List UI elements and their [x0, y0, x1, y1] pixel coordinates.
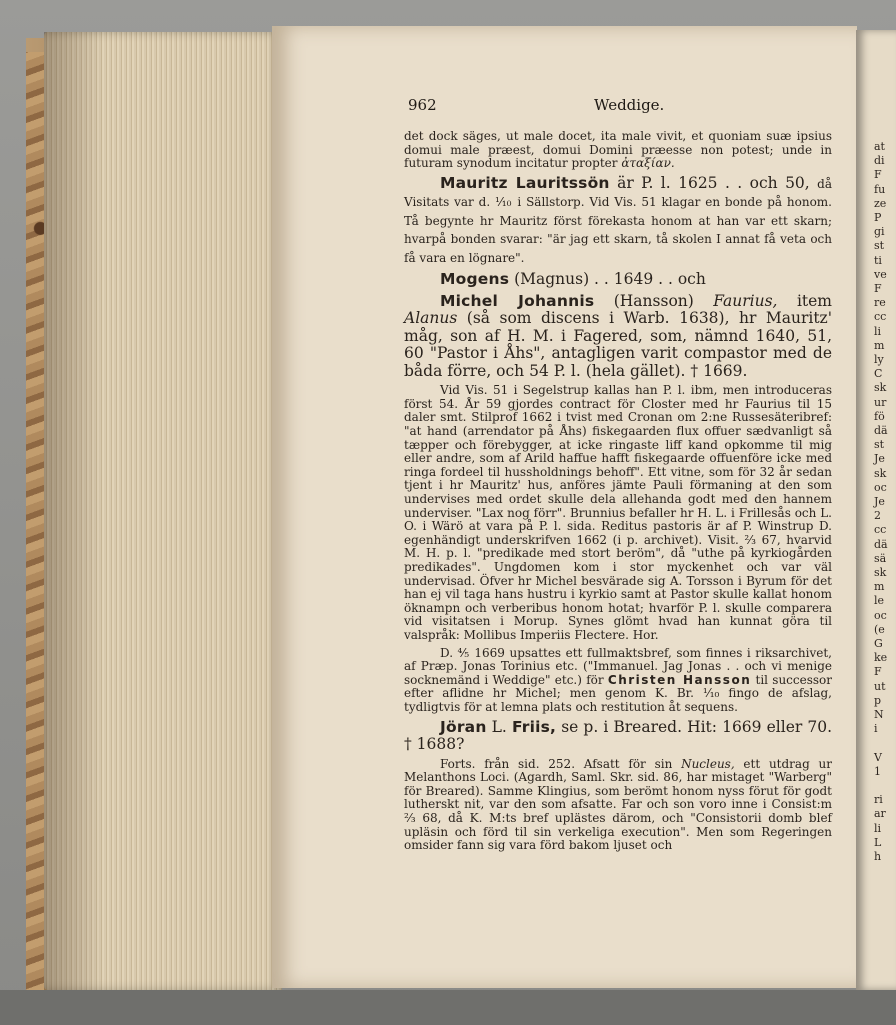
facing-page-line: oc	[874, 608, 887, 622]
facing-page-line: 1	[874, 764, 881, 778]
page-header	[408, 96, 828, 116]
facing-page-line: V	[874, 750, 882, 764]
paragraph-text: Faurius,	[713, 291, 778, 310]
facing-page-fragment	[856, 30, 896, 990]
paragraph-text: D. ⅘ 1669 upsattes ett fullmaktsbref, som finnes i riksarchivet, af Præp. Jonas Torinius etc. ("Immanuel. Jag Jonas . . och vi menige socknemänd i Weddige" etc.) för	[404, 645, 832, 687]
facing-page-line: le	[874, 594, 885, 608]
paragraph-text: Vid Vis. 51 i Segelstrup kallas han P. l. ibm, men introduceras först 54. År 59 gjordes contract för Closter med hr Faurius til 15 daler smt. Stilprof 1662 i tvist med Cronan om 2:ne Russesäteribref: "at hand (arrendator på Åhs) fiskegaarden flux offuer sædvanligt så tæpper och förebygger, at icke ringaste liff kand opkomme til mig eller andre, som af Arild haffue hafft fiskegaarde offuenföre icke med ringa fordeel til hussholdnings behoff". Ett vitne, som för 32 år sedan tjent i hr Mauritz' hus, anföres jämte Pauli förmaning at den som undervises med ordet skulle dela allehanda godt med den hannem underviser. "Lax nog förr". Brunnius befaller hr H. L. i Frillesås och L. O. i Wärö at vara på P. l. sida. Reditus pastoris är af P. Winstrup D. egenhändigt underskrifven 1662 (i p. archivet). Visit. ⅔ 67, hvarvid M. H. p. l. "predikade med stort beröm", då "uthe på kyrkiogården predikades". Ungdomen kom i stor myckenhet och var väl undervisad. Öfver hr Michel besvärade sig A. Torsson i Byrum för det han ej vil taga hans hustru i kyrkio samt at Pastor skulle kallat honom öknampn och verberibus honom hotat; hvarför P. l. skulle comparera vid visitatsen i Morup. Synes glömt hvad han kunnat göra til valspråk: Mollibus Imperiis Flectere. Hor.	[404, 383, 832, 642]
paragraph-text: til successor efter aflidne hr Michel; men genom K. Br. ⅟₁₀ fingo de afslag, tydligtvis för at lemna plats och restitution åt sequens.	[404, 672, 832, 714]
paragraph	[404, 175, 832, 268]
entry-name: Mauritz Lauritssön	[440, 173, 610, 192]
facing-page-line: oc	[874, 480, 887, 494]
facing-page-line: P	[874, 211, 882, 224]
facing-page-line: p	[874, 693, 882, 707]
facing-page-line: ar	[874, 807, 886, 821]
paragraph	[404, 647, 832, 715]
facing-page-line: di	[874, 154, 885, 168]
running-head: Weddige.	[594, 96, 665, 114]
facing-page-line: ur	[874, 395, 887, 409]
facing-page-line: st	[874, 239, 885, 253]
facing-page-line: re	[874, 296, 886, 310]
paragraph	[404, 293, 832, 381]
facing-page-line: at	[874, 140, 885, 153]
facing-page-line: G	[874, 637, 883, 650]
paragraph-text: Alanus	[404, 309, 458, 328]
page-number: 962	[408, 96, 437, 114]
facing-page-line: ke	[874, 651, 888, 665]
facing-page-line: Je	[874, 495, 885, 508]
facing-page-line: 2	[874, 509, 881, 523]
facing-page-line: fu	[874, 182, 886, 196]
paragraph	[404, 271, 832, 289]
facing-page-line: li	[874, 324, 882, 338]
facing-page-line: gi	[874, 225, 885, 239]
facing-page-line: sä	[874, 551, 887, 565]
entry-name: Friis,	[511, 717, 557, 736]
facing-page-line: sk	[874, 566, 887, 579]
paragraph-text: (Hansson)	[594, 291, 714, 310]
facing-page-line: m	[874, 338, 885, 352]
facing-page-line: cc	[874, 523, 887, 537]
paragraph-text: Nucleus,	[681, 756, 735, 771]
facing-page-line: Je	[874, 452, 885, 466]
facing-page-line: h	[874, 850, 882, 863]
paragraph-text: ἀταξίαν.	[621, 156, 675, 171]
paragraph-text: ett utdrag ur Melanthons Loci. (Agardh, Saml. Skr. sid. 86, har mistaget "Warberg" för Breared). Samme Klingius, som berömt honom nyss förut för godt lutherskt nit, var den som afsatte. Far och son voro inne i Consist:m ⅔ 68, då K. M:ts bref uplästes därom, och "Consistorii domb blef upläsin och förd til sin verkeliga execution". Men som Regeringen omsider fann sig vara förd bakom ljuset och	[404, 756, 832, 853]
facing-page-line: F	[874, 282, 882, 295]
paragraph-text: Forts. från sid. 252. Afsatt för sin	[440, 756, 682, 771]
paragraph-text: det dock säges, ut male docet, ita male vivit, et quoniam suæ ipsius domui male præest, domui Domini præesse non potest; unde in futuram synodum incitatur propter	[404, 129, 832, 171]
paragraph	[404, 130, 832, 171]
facing-page-line: (e	[874, 622, 885, 636]
facing-page-line: st	[874, 438, 885, 452]
facing-page-line: dä	[874, 424, 888, 437]
facing-page-line: m	[874, 580, 885, 594]
paragraph	[404, 384, 832, 642]
facing-page-line: ze	[874, 196, 887, 210]
facing-page-line: ve	[874, 267, 887, 281]
facing-page-line: ri	[874, 793, 883, 807]
facing-page-line: fö	[874, 409, 885, 423]
page-body	[404, 130, 832, 853]
facing-page-line: i	[874, 722, 878, 736]
page-edge-shadow	[44, 32, 104, 990]
table-shadow	[0, 990, 896, 1025]
facing-page-line: F	[874, 665, 882, 679]
facing-page-line: li	[874, 821, 882, 835]
paragraph-text: L.	[486, 717, 512, 736]
entry-name: Jöran	[440, 717, 487, 736]
facing-page-line: ti	[874, 253, 882, 267]
entry-name: Michel Johannis	[440, 291, 595, 310]
facing-page-line: dä	[874, 537, 888, 551]
facing-page-line: L	[874, 835, 882, 849]
entry-name: Christen Hansson	[607, 672, 752, 687]
paragraph-text: se p. i Breared. Hit: 1669 eller 70. † 1688?	[404, 717, 832, 754]
facing-page-line: N	[874, 708, 884, 721]
facing-page-line: sk	[874, 466, 887, 480]
paragraph-text: (så som discens i Warb. 1638), hr Mauritz' måg, son af H. M. i Fagered, som, nämnd 1640, 51, 60 "Pastor i Åhs", antagligen varit compastor med de båda förre, och 54 P. l. (hela gället). † 1669.	[404, 309, 832, 380]
paragraph-text: då Visitats var d. ⅒ i Sällstorp. Vid Vis. 51 klagar en bonde på honom. Tå begynte hr Mauritz först förekasta honom at han var ett skarn; hvarpå bonden svarar: "är jag ett skarn, tå skolen I annat få veta och få vara en lögnare".	[404, 176, 832, 265]
facing-page-line: F	[874, 168, 882, 182]
facing-page-line: ly	[874, 353, 884, 366]
paragraph-text: är P. l. 1625 . . och 50,	[609, 173, 818, 192]
facing-page-line: sk	[874, 381, 887, 395]
paragraph	[404, 758, 832, 853]
facing-page-line: C	[874, 367, 883, 381]
entry-name: Mogens	[440, 270, 510, 289]
facing-page-line: ut	[874, 679, 886, 693]
paragraph	[404, 719, 832, 754]
paragraph-text: (Magnus) . . 1649 . . och	[509, 270, 706, 289]
paragraph-text: item	[777, 291, 833, 310]
facing-page-line: cc	[874, 310, 887, 324]
